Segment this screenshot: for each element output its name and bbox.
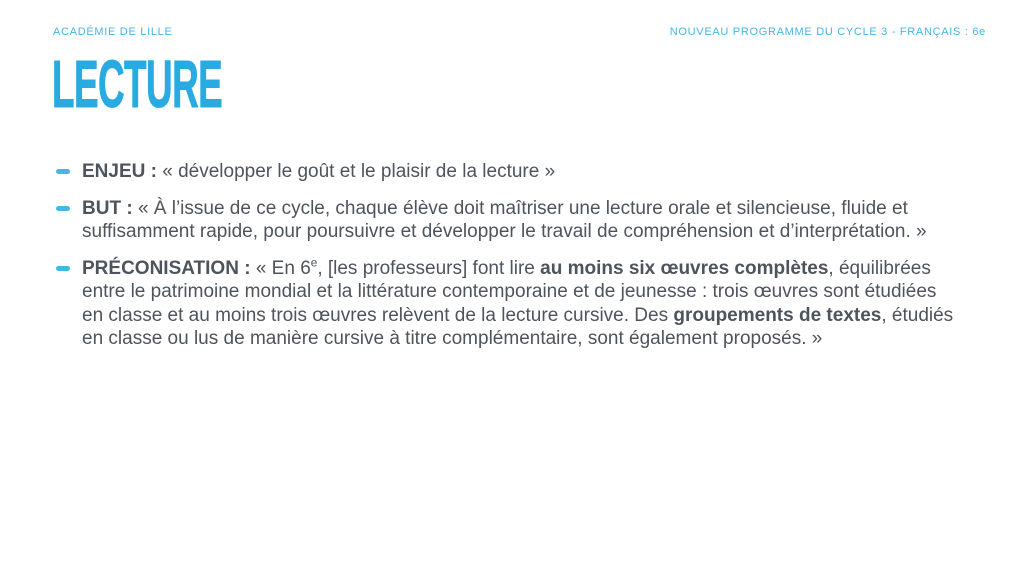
list-item	[56, 160, 962, 184]
slide-body	[56, 160, 962, 364]
bullet-dash-icon	[56, 169, 70, 174]
bullet-text: PRÉCONISATION : « En 6e, [les professeurs] font lire au moins six œuvres complètes, équilibrées entre le patrimoine mondial et la littérature contemporaine et de jeunesse : trois œuvres sont étudiées en classe et au moins trois œuvres relèvent de la lecture cursive. Des groupements de textes, étudiés en classe ou lus de manière cursive à titre complémentaire, sont également proposés. »	[82, 256, 954, 349]
bullet-list	[56, 160, 962, 351]
bullet-label: ENJEU :	[82, 161, 163, 182]
list-item	[56, 257, 962, 351]
bullet-text: ENJEU : « développer le goût et le plaisir de la lecture »	[82, 161, 556, 182]
page-title: LECTURE	[52, 47, 223, 122]
header-academy-label: ACADÉMIE DE LILLE	[53, 26, 173, 38]
bullet-text: BUT : « À l’issue de ce cycle, chaque élève doit maîtriser une lecture orale et silencieuse, fluide et suffisamment rapide, pour poursuivre et développer le travail de compréhension et d’interprétation. »	[82, 197, 927, 242]
list-item	[56, 197, 962, 244]
bullet-label: PRÉCONISATION :	[82, 257, 256, 279]
bullet-dash-icon	[56, 266, 70, 271]
bullet-label: BUT :	[82, 197, 138, 219]
bullet-dash-icon	[56, 206, 70, 211]
header-program-label: NOUVEAU PROGRAMME DU CYCLE 3 - FRANÇAIS : 6e	[669, 26, 986, 38]
